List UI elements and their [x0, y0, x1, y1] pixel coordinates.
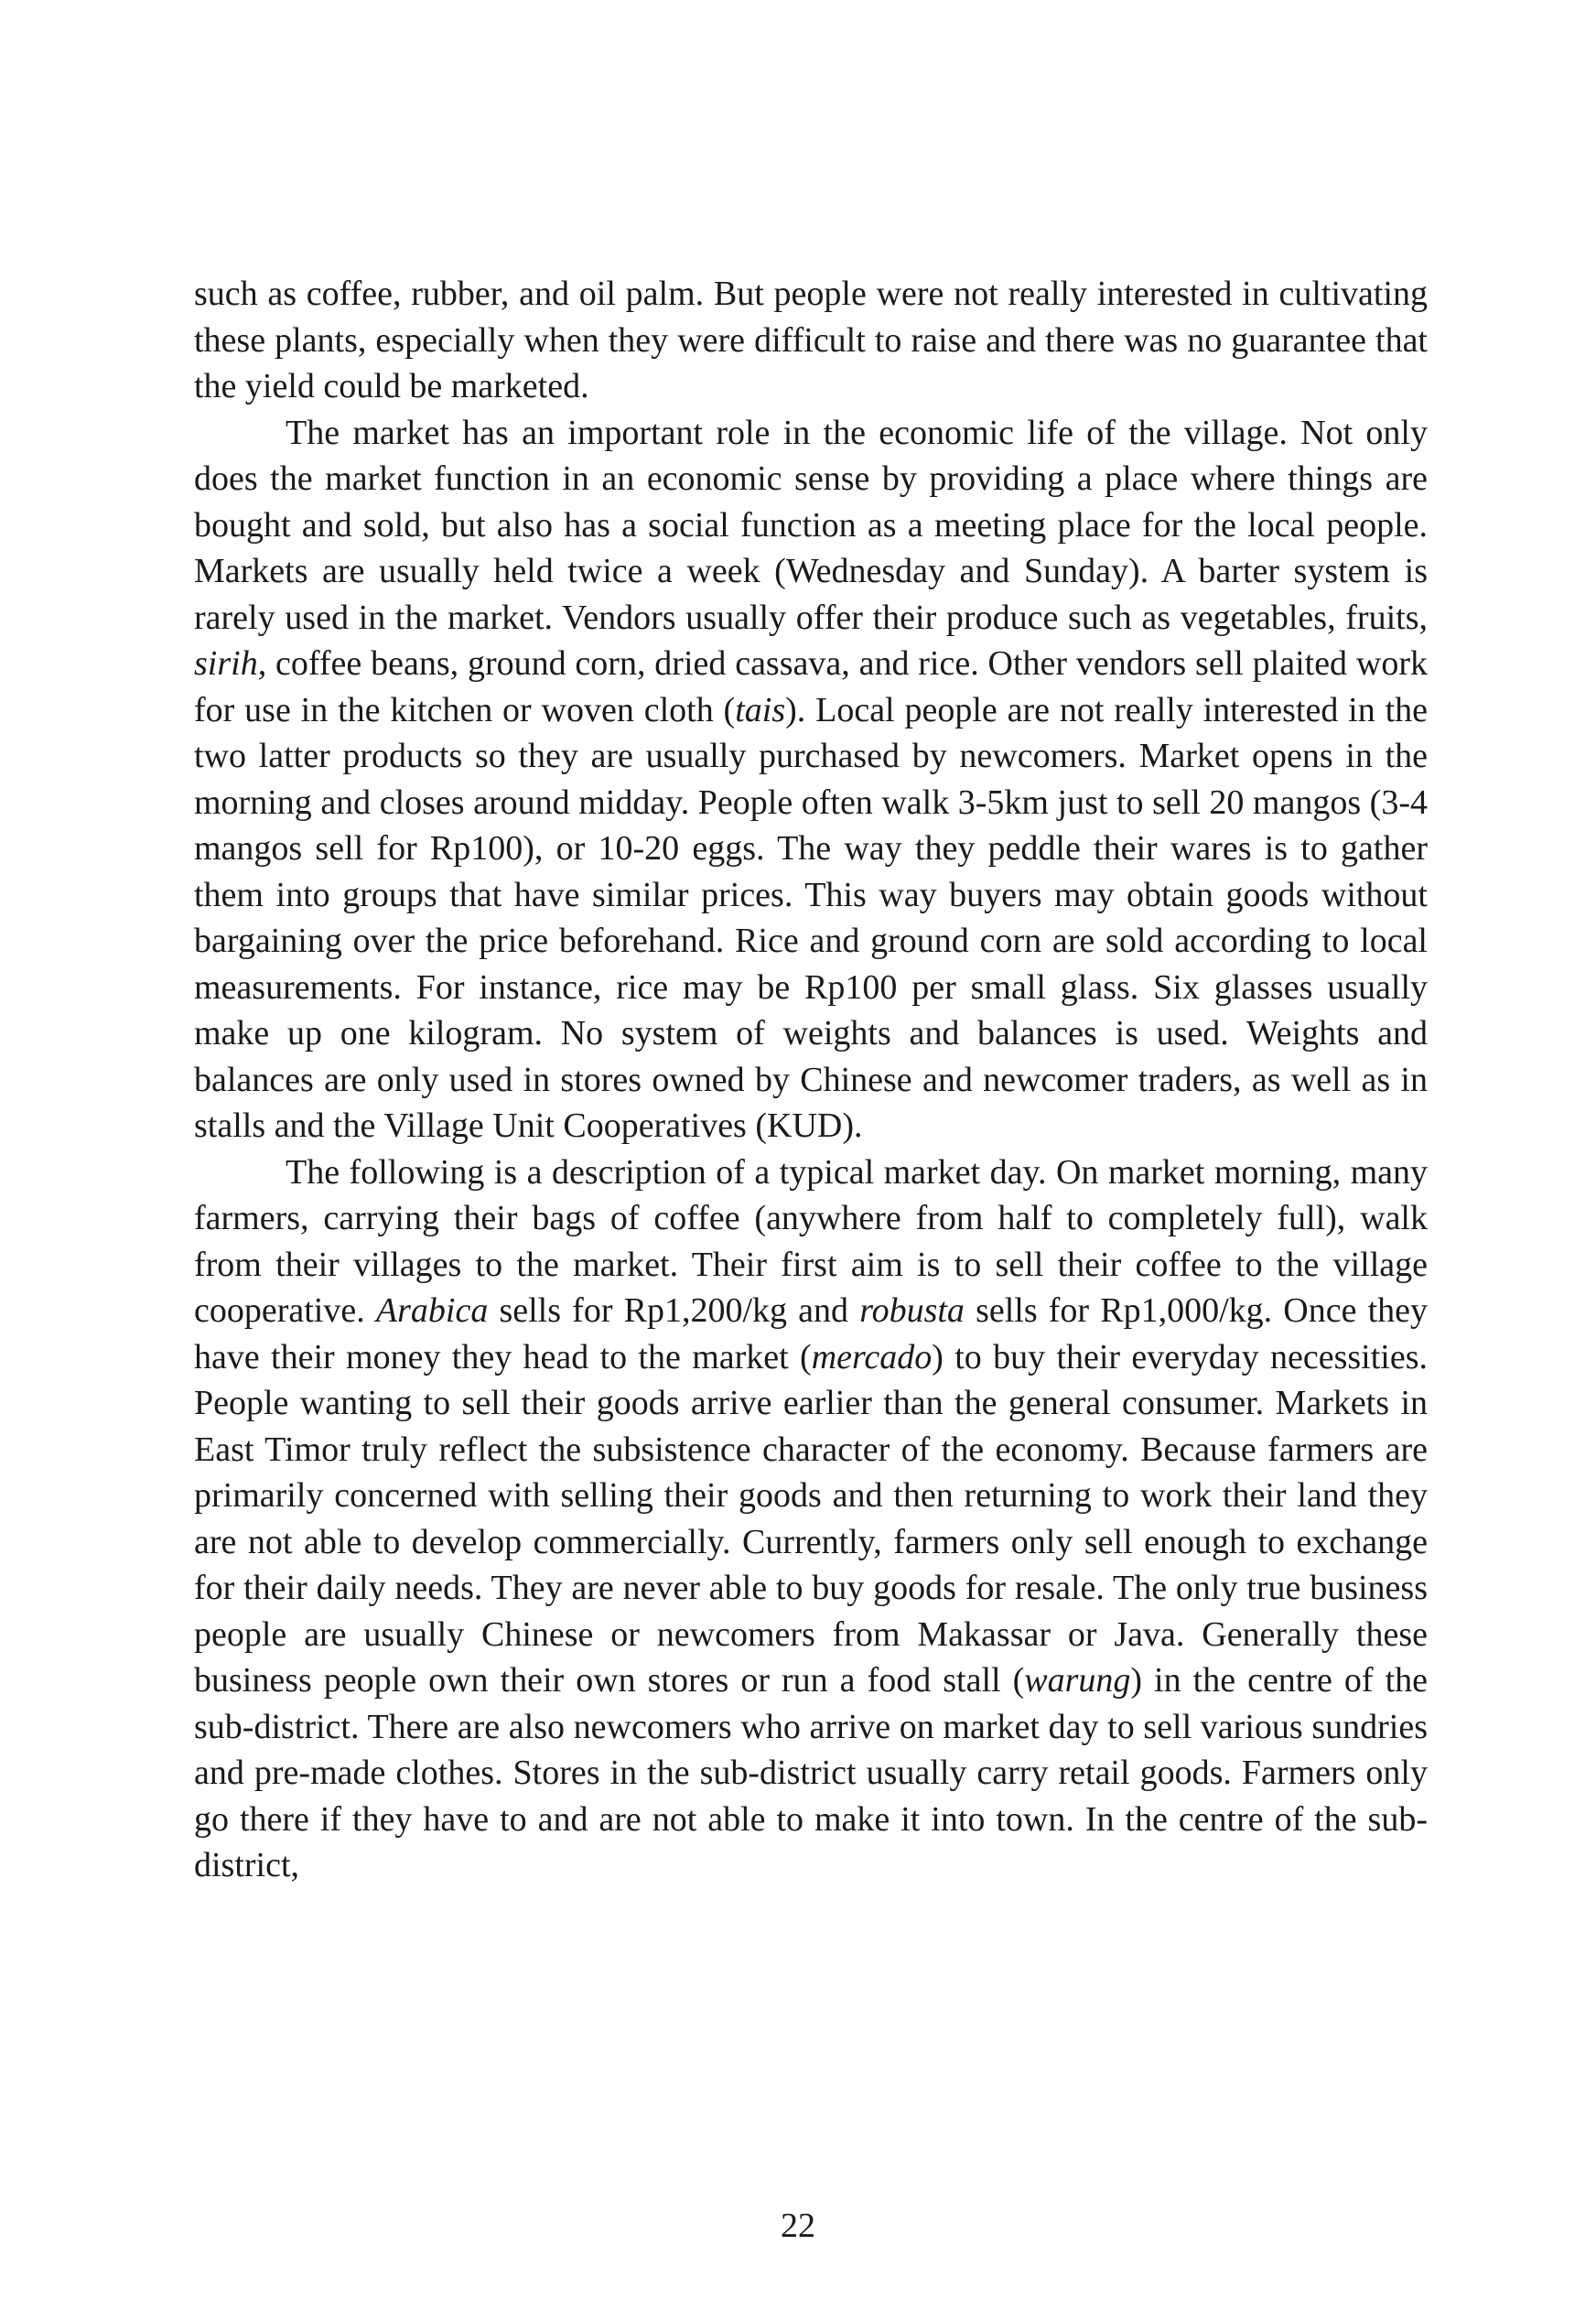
italic-term: Arabica [375, 1291, 489, 1330]
italic-term: mercado [811, 1337, 933, 1376]
text-run: The market has an important role in the economic life of the village. Not only does the market function in an economic sense by providing a place where things are bought and sold, but also has a social function as a meeting place for the local people. Markets are usually held twice a week (Wednesday and Sunday). A barter system is rarely used in the market. Vendors usually offer their produce such as vegetables, fruits, [194, 413, 1428, 637]
text-run: sells for Rp1,200/kg and [488, 1291, 860, 1330]
text-run: The following is a description of a typical market day. On market morning, many farmers, carrying their bags of coffee (anywhere from half to completely full), walk from their villages to the market. Their first aim is to sell their coffee to the village cooperative. [194, 1152, 1428, 1330]
paragraph [194, 271, 1428, 410]
body-text [194, 271, 1428, 1889]
italic-term: sirih, [194, 644, 267, 683]
text-run: ) in the centre of the sub-district. There are also newcomers who arrive on market day to sell various sundries and pre-made clothes. Stores in the sub-district usually carry retail goods. Farmers only go there if they have to and are not able to make it into town. In the centre of the sub-district, [194, 1661, 1428, 1884]
text-run: ). Local people are not really interested in the two latter products so they are usually purchased by newcomers. Market opens in the morning and closes around midday. People often walk 3-5km just to sell 20 mangos (3-4 mangos sell for Rp100), or 10-20 eggs. The way they peddle their wares is to gather them into groups that have similar prices. This way buyers may obtain goods without bargaining over the price beforehand. Rice and ground corn are sold according to local measurements. For instance, rice may be Rp100 per small glass. Six glasses usually make up one kilogram. No system of weights and balances is used. Weights and balances are only used in stores owned by Chinese and newcomer traders, as well as in stalls and the Village Unit Cooperatives (KUD). [194, 690, 1429, 1145]
italic-term: tais [735, 690, 786, 729]
text-run: sells for Rp1,000/kg. Once they have their money they head to the market ( [194, 1291, 1429, 1376]
italic-term: warung [1024, 1661, 1131, 1700]
paragraph [194, 1150, 1428, 1889]
text-run: such as coffee, rubber, and oil palm. But people were not really interested in cultivating these plants, especially when they were difficult to raise and there was no guarantee that the yield could be marketed. [194, 275, 1428, 405]
italic-term: robusta [859, 1291, 965, 1330]
text-run: ) to buy their everyday necessities. People wanting to sell their goods arrive earlier than the general consumer. Markets in East Timor truly reflect the subsistence character of the economy. Because farmers are primarily concerned with selling their goods and then returning to work their land they are not able to develop commercially. Currently, farmers only sell enough to exchange for their daily needs. They are never able to buy goods for resale. The only true business people are usually Chinese or newcomers from Makassar or Java. Generally these business people own their own stores or run a food stall ( [194, 1337, 1428, 1700]
paragraph [194, 410, 1428, 1150]
text-run: coffee beans, ground corn, dried cassava, and rice. Other vendors sell plaited work for use in the kitchen or woven cloth ( [194, 644, 1428, 729]
page-number: 22 [781, 2207, 815, 2245]
